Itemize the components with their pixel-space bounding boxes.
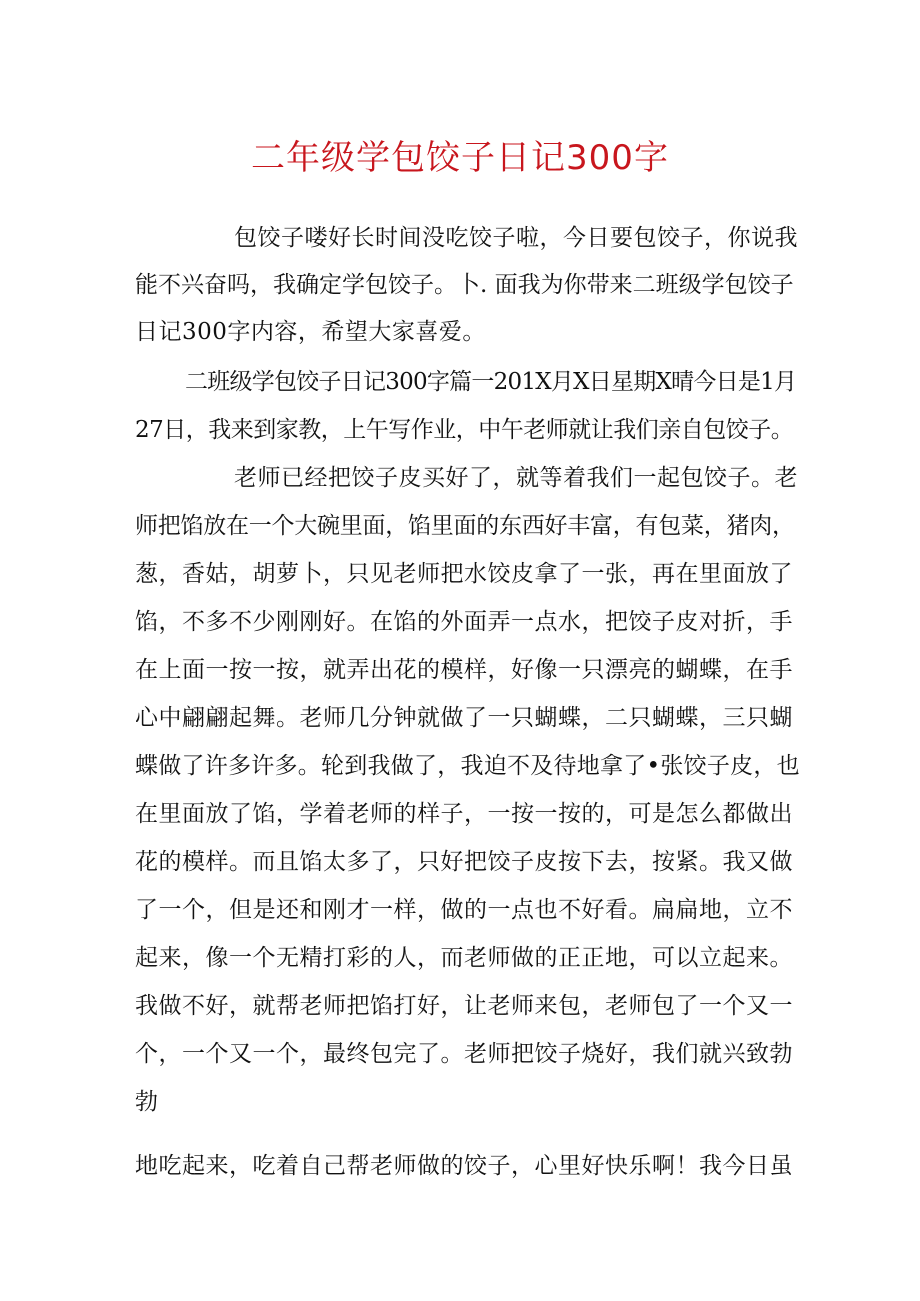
paragraph-line: 馅，不多不少刚刚好。在馅的外面弄一点水，把饺子皮对折，手 [135,609,793,635]
paragraph-line: 葱，香姑，胡萝卜，只见老师把水饺皮拿了一张，再在里面放了 [135,561,793,587]
paragraph-line: 包饺子喽好长时间没吃饺子啦，今日要包饺子，你说我 [234,225,798,251]
paragraph-line: 地吃起来，吃着自己帮老师做的饺子，心里好快乐啊！我今日虽 [135,1153,793,1179]
paragraph-line: 花的模样。而且馅太多了，只好把饺子皮按下去，按紧。我又做 [135,849,793,875]
paragraph-line: 师把馅放在一个大碗里面，馅里面的东西好丰富，有包菜，猪肉， [135,513,795,539]
paragraph-line: 个，一个又一个，最终包完了。老师把饺子烧好，我们就兴致勃 [135,1041,793,1067]
paragraph-line: 了一个，但是还和刚才一样，做的一点也不好看。扁扁地，立不 [135,897,793,923]
paragraph-line: 起来，像一个无精打彩的人，而老师做的正正地，可以立起来。 [135,945,793,971]
paragraph-line: 勃 [135,1089,159,1115]
paragraph-line: 我做不好，就帮老师把馅打好，让老师来包，老师包了一个又一 [135,993,793,1019]
paragraph-line: 日记300字内容，希望大家喜爱。 [135,319,486,345]
document-title: 二年级学包饺子日记300字 [251,138,669,178]
paragraph-line: 能不兴奋吗，我确定学包饺子。卜. 面我为你带来二班级学包饺子 [135,272,794,298]
paragraph-line: 蝶做了许多许多。轮到我做了，我迫不及待地拿了•张饺子皮，也 [135,753,800,779]
paragraph-line: 二班级学包饺子日记300字篇一201X月X日星期X晴今日是1月 [185,369,797,395]
paragraph-line: 老师已经把饺子皮买好了，就等着我们一起包饺子。老 [234,465,798,491]
paragraph-line: 心中翩翩起舞。老师几分钟就做了一只蝴蝶，二只蝴蝶，三只蝴 [135,705,793,731]
paragraph-line: 27日，我来到家教，上午写作业，中午老师就让我们亲自包饺子。 [135,417,794,443]
paragraph-line: 在里面放了馅，学着老师的样子，一按一按的，可是怎么都做出 [135,801,793,827]
paragraph-line: 在上面一按一按，就弄出花的模样，好像一只漂亮的蝴蝶，在手 [135,657,793,683]
